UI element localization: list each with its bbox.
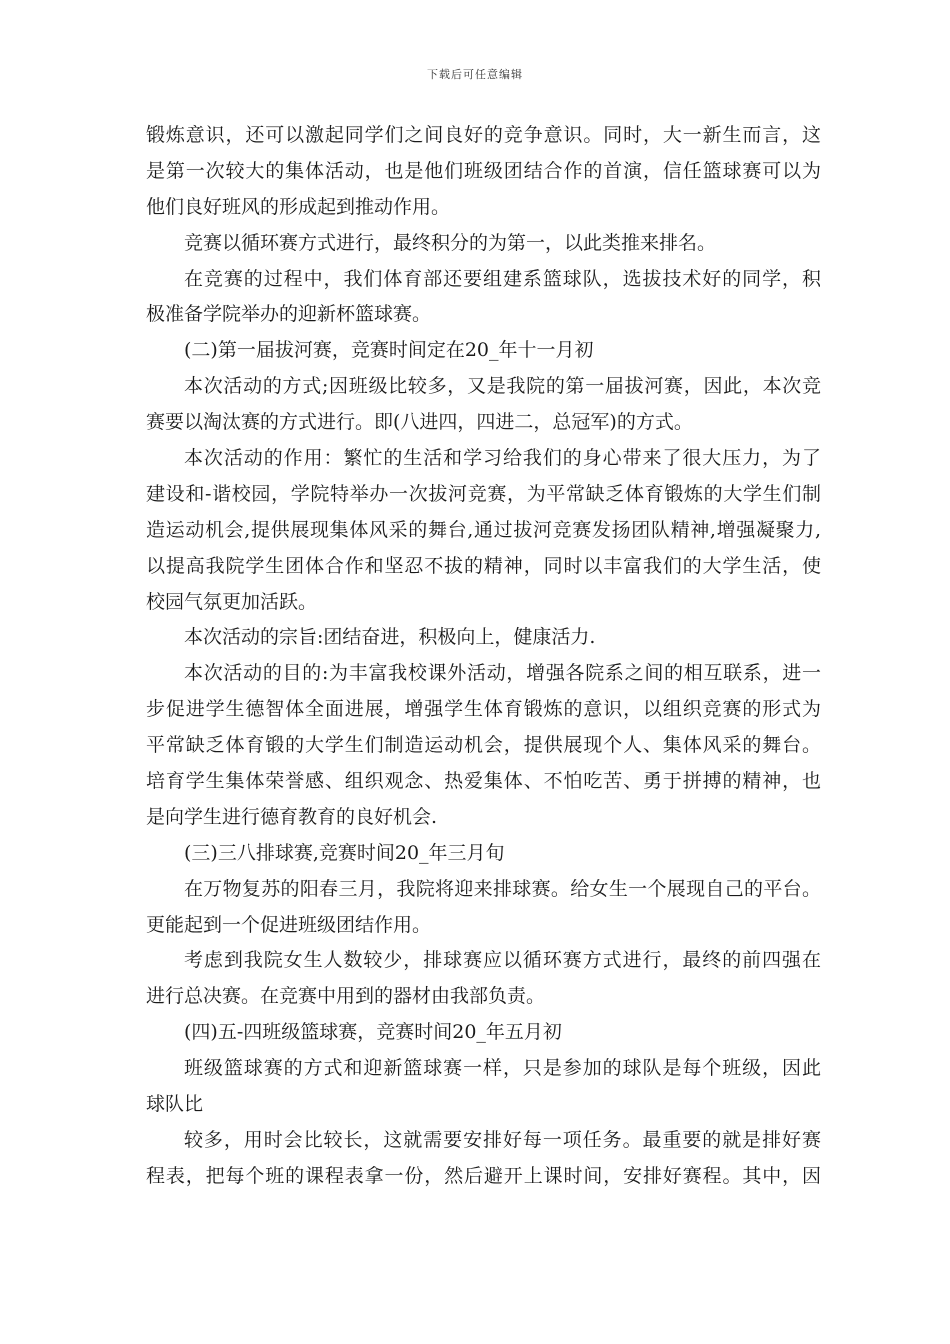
text-line: (二)第一届拔河赛，竞赛时间定在20_年十一月初 [184, 339, 594, 362]
text-line: 较多，用时会比较长，这就需要安排好每一项任务。最重要的就是排好赛 [184, 1128, 821, 1151]
text-line: 造运动机会,提供展现集体风采的舞台,通过拔河竞赛发扬团队精神,增强凝聚力, [146, 518, 821, 541]
text-line: 在竞赛的过程中，我们体育部还要组建系篮球队，选拔技术好的同学，积 [184, 267, 821, 290]
text-line: 校园气氛更加活跃。 [146, 590, 318, 613]
text-line: 以提高我院学生团体合作和坚忍不拔的精神，同时以丰富我们的大学生活，使 [146, 554, 821, 577]
text-line: 他们良好班风的形成起到推动作用。 [146, 195, 451, 218]
text-line: 本次活动的方式;因班级比较多，又是我院的第一届拔河赛，因此，本次竞 [184, 375, 821, 398]
paragraph [146, 118, 821, 226]
paragraph [146, 1051, 821, 1123]
text-line: (四)五-四班级篮球赛，竞赛时间20_年五月初 [184, 1021, 562, 1044]
text-line: 进行总决赛。在竞赛中用到的器材由我部负责。 [146, 985, 546, 1008]
document-body [146, 118, 821, 1195]
text-line: 平常缺乏体育锻的大学生们制造运动机会，提供展现个人、集体风采的舞台。 [146, 734, 821, 757]
paragraph [146, 656, 821, 835]
text-line: 赛要以淘汰赛的方式进行。即(八进四，四进二，总冠军)的方式。 [146, 411, 693, 434]
paragraph [146, 836, 821, 872]
text-line: 本次活动的作用：繁忙的生活和学习给我们的身心带来了很大压力，为了 [184, 447, 821, 470]
text-line: 程表，把每个班的课程表拿一份，然后避开上课时间，安排好赛程。其中，因 [146, 1164, 821, 1187]
text-line: 步促进学生德智体全面进展，增强学生体育锻炼的意识，以组织竞赛的形式为 [146, 698, 821, 721]
text-line: 班级篮球赛的方式和迎新篮球赛一样，只是参加的球队是每个班级，因此 [184, 1057, 821, 1080]
paragraph [146, 872, 821, 944]
text-line: 是第一次较大的集体活动，也是他们班级团结合作的首演，信任篮球赛可以为 [146, 159, 821, 182]
paragraph [146, 620, 821, 656]
text-line: 球队比 [146, 1093, 204, 1116]
text-line: 培育学生集体荣誉感、组织观念、热爱集体、不怕吃苦、勇于拼搏的精神，也 [146, 770, 821, 793]
text-line: 极准备学院举办的迎新杯篮球赛。 [146, 303, 432, 326]
text-line: 建设和-谐校园，学院特举办一次拔河竞赛，为平常缺乏体育锻炼的大学生们制 [146, 482, 821, 505]
text-line: (三)三八排球赛,竞赛时间20_年三月旬 [184, 841, 505, 864]
paragraph [146, 441, 821, 620]
paragraph [146, 226, 821, 262]
text-line: 是向学生进行德育教育的良好机会. [146, 805, 438, 828]
text-line: 本次活动的目的:为丰富我校课外活动，增强各院系之间的相互联系，进一 [184, 662, 821, 685]
paragraph [146, 333, 821, 369]
paragraph [146, 369, 821, 441]
text-line: 竞赛以循环赛方式进行，最终积分的为第一，以此类推来排名。 [184, 231, 717, 254]
paragraph [146, 943, 821, 1015]
page-header: 下载后可任意编辑 [427, 68, 523, 81]
text-line: 更能起到一个促进班级团结作用。 [146, 913, 432, 936]
text-line: 在万物复苏的阳春三月，我院将迎来排球赛。给女生一个展现自己的平台。 [184, 877, 821, 900]
text-line: 考虑到我院女生人数较少，排球赛应以循环赛方式进行，最终的前四强在 [184, 949, 821, 972]
text-line: 锻炼意识，还可以激起同学们之间良好的竞争意识。同时，大一新生而言，这 [146, 124, 821, 146]
paragraph [146, 1123, 821, 1195]
paragraph [146, 1015, 821, 1051]
text-line: 本次活动的宗旨:团结奋进，积极向上，健康活力. [184, 626, 596, 649]
paragraph [146, 262, 821, 334]
